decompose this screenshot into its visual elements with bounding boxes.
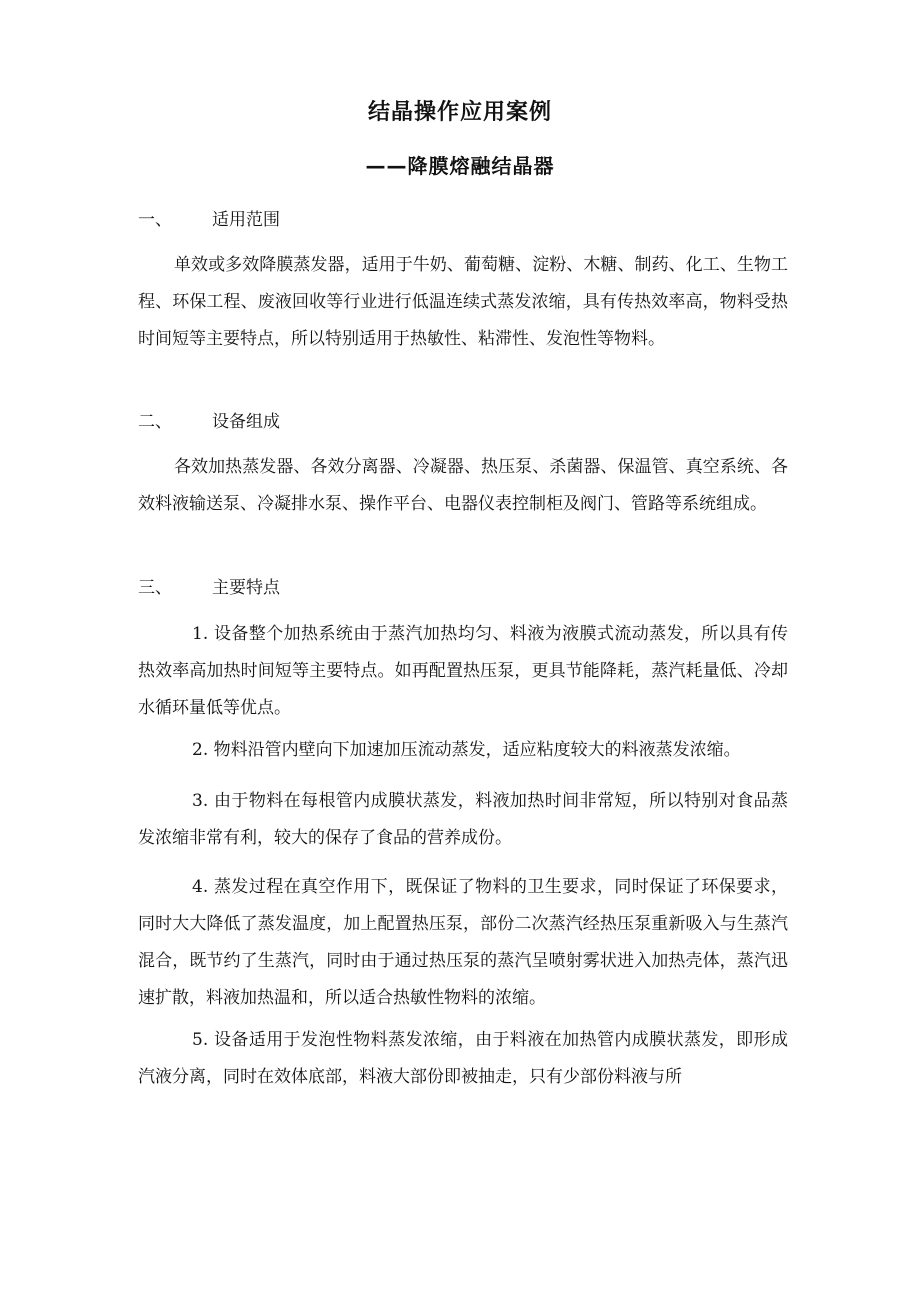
feature-item-1: 1. 设备整个加热系统由于蒸汽加热均匀、料液为液膜式流动蒸发，所以具有传热效率高加热时间短等主要特点。如再配置热压泵，更具节能降耗，蒸汽耗量低、冷却水循环量低等优点。 <box>138 624 788 718</box>
section-title: 适用范围 <box>212 210 280 230</box>
section-heading-scope <box>138 208 280 232</box>
feature-item-5: 5. 设备适用于发泡性物料蒸发浓缩，由于料液在加热管内成膜状蒸发，即形成汽液分离，同时在效体底部，料液大部份即被抽走，只有少部份料液与所 <box>138 1030 788 1087</box>
section-title: 设备组成 <box>212 412 280 432</box>
section-number: 一、 <box>138 210 172 230</box>
section-number: 二、 <box>138 412 172 432</box>
document-title: 结晶操作应用案例 <box>367 100 552 125</box>
section-heading-composition <box>138 410 280 434</box>
section-title: 主要特点 <box>212 578 280 598</box>
paragraph-composition: 各效加热蒸发器、各效分离器、冷凝器、热压泵、杀菌器、保温管、真空系统、各效料液输送泵、冷凝排水泵、操作平台、电器仪表控制柜及阀门、管路等系统组成。 <box>138 457 788 514</box>
document-subtitle: ——降膜熔融结晶器 <box>365 154 555 178</box>
feature-item-4: 4. 蒸发过程在真空作用下，既保证了物料的卫生要求，同时保证了环保要求，同时大大降低了蒸发温度，加上配置热压泵，部份二次蒸汽经热压泵重新吸入与生蒸汽混合，既节约了生蒸汽，同时由于通过热压泵的蒸汽呈喷射雾状进入加热壳体，蒸汽迅速扩散，料液加热温和，所以适合热敏性物料的浓缩。 <box>138 877 788 1008</box>
section-heading-features <box>138 576 280 600</box>
feature-item-2: 2. 物料沿管内壁向下加速加压流动蒸发，适应粘度较大的料液蒸发浓缩。 <box>192 740 741 760</box>
section-number: 三、 <box>138 578 172 598</box>
feature-item-3: 3. 由于物料在每根管内成膜状蒸发，料液加热时间非常短，所以特别对食品蒸发浓缩非常有利，较大的保存了食品的营养成份。 <box>138 791 788 848</box>
paragraph-scope: 单效或多效降膜蒸发器，适用于牛奶、葡萄糖、淀粉、木糖、制药、化工、生物工程、环保工程、废液回收等行业进行低温连续式蒸发浓缩，具有传热效率高，物料受热时间短等主要特点，所以特别适用于热敏性、粘滞性、发泡性等物料。 <box>138 255 788 349</box>
